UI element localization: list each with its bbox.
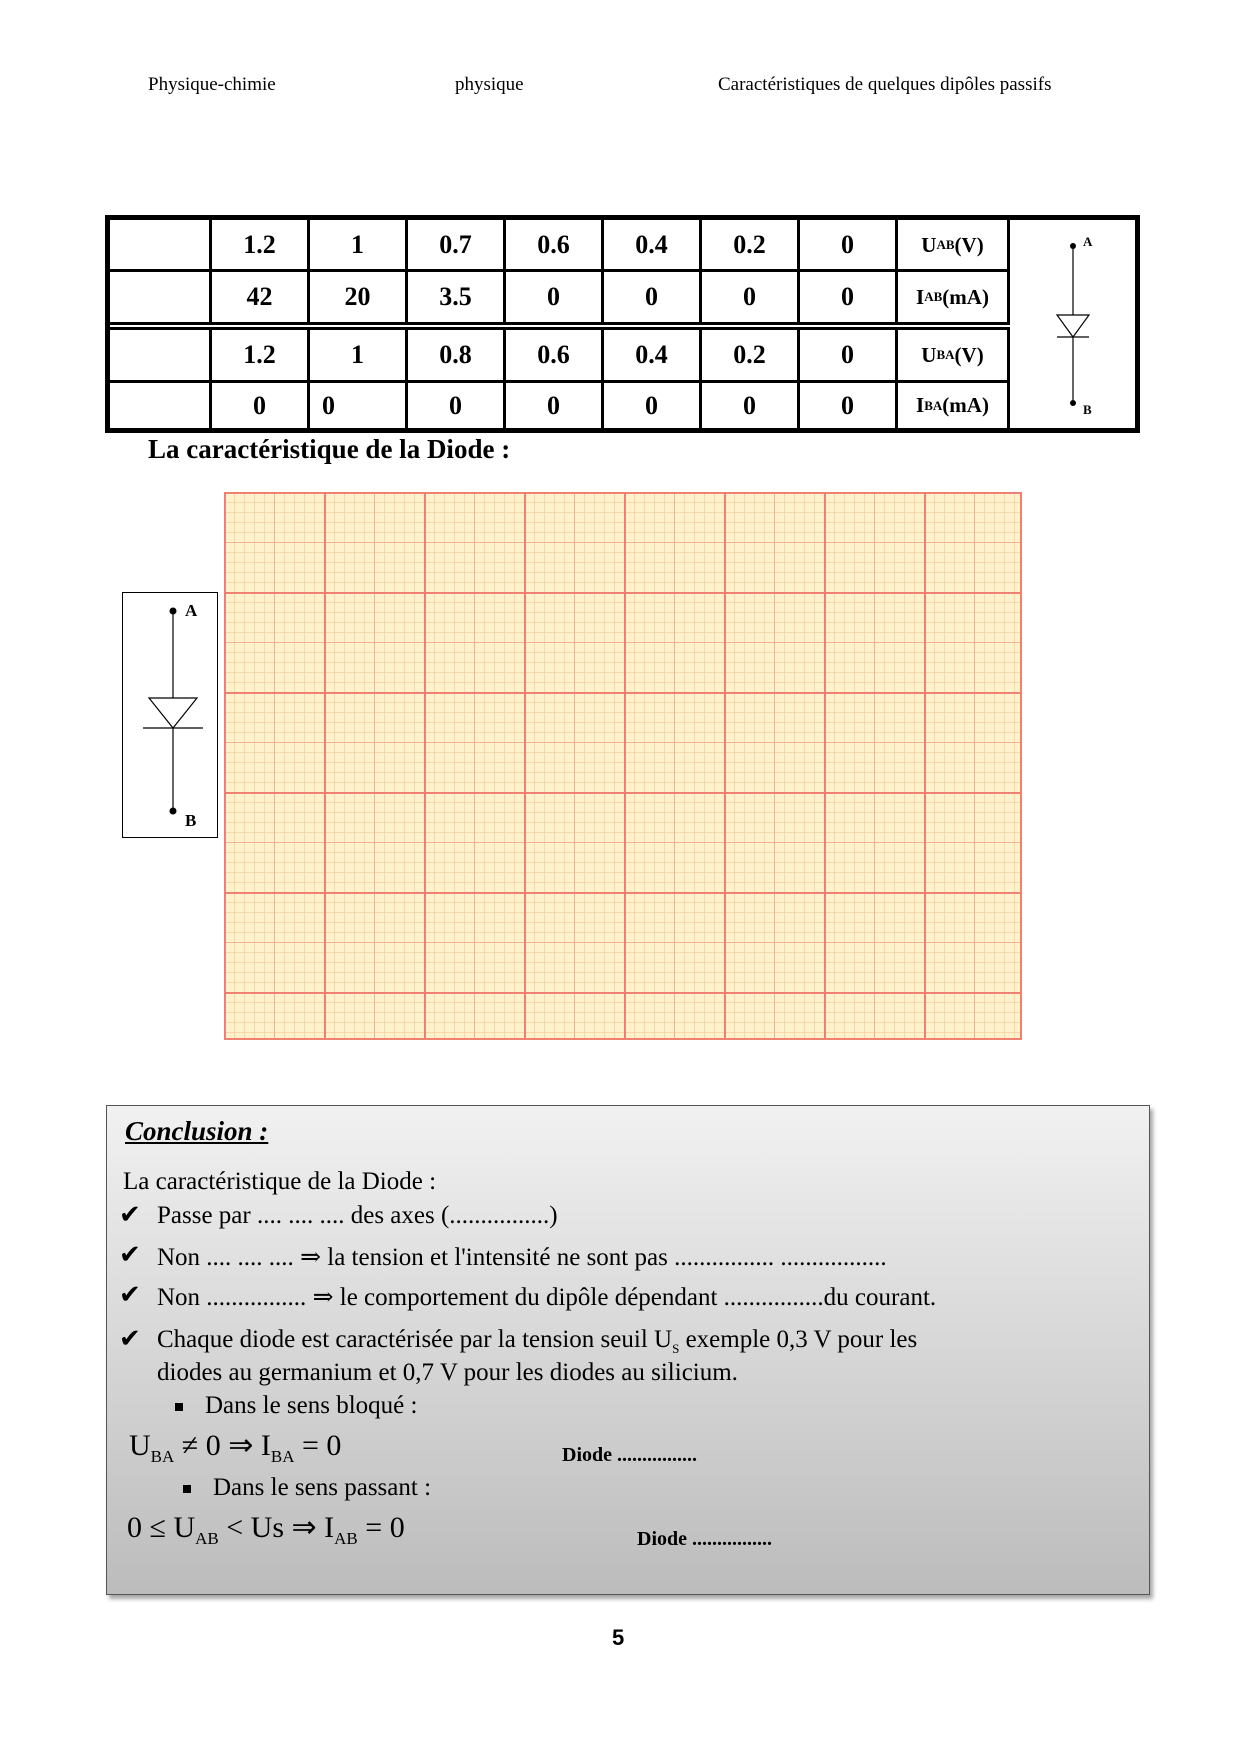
table-row	[110, 330, 1010, 380]
table-cell: 0.2	[702, 220, 800, 270]
diode-diagram	[122, 592, 218, 838]
table-cell: 0	[408, 383, 506, 428]
table-cell: 0.7	[408, 220, 506, 270]
table-cell: 0	[506, 383, 604, 428]
conclusion-item: Non .... .... .... ⇒ la tension et l'intensité ne sont pas ................ .................	[157, 1244, 887, 1271]
table-cell: 0	[212, 383, 310, 428]
header-subject: Physique-chimie	[148, 74, 276, 95]
bullet-blocked: Dans le sens bloqué :	[175, 1392, 417, 1420]
row-label-iba: I BA (mA)	[898, 383, 1010, 428]
table-cell: 0	[800, 272, 898, 322]
checkmark-icon: ✔	[119, 1200, 141, 1229]
implies-icon: ⇒	[312, 1284, 334, 1311]
row-label-uab: U AB (V)	[898, 220, 1010, 270]
diode-state-blocked: Diode ................	[562, 1444, 697, 1466]
checkmark-icon: ✔	[119, 1240, 141, 1269]
bullet-icon	[175, 1403, 183, 1411]
terminal-b-label: B	[185, 811, 197, 830]
conclusion-title: Conclusion :	[125, 1116, 269, 1146]
table-cell: 1	[310, 330, 408, 380]
table-cell: 42	[212, 272, 310, 322]
table-cell: 0	[800, 383, 898, 428]
table-cell: 0	[310, 383, 408, 428]
checkmark-icon: ✔	[119, 1280, 141, 1309]
row-label-uba: U BA (V)	[898, 330, 1010, 380]
table-row	[110, 272, 1010, 322]
table-cell: 0	[800, 220, 898, 270]
bullet-icon	[183, 1485, 191, 1493]
table-cell: 0	[702, 272, 800, 322]
terminal-a-label: A	[185, 601, 198, 620]
conclusion-item: Non ................ ⇒ le comportement du dipôle dépendant ................du courant.	[157, 1284, 937, 1311]
diode-icon	[1007, 220, 1135, 428]
conclusion-item: Passe par .... .... .... des axes (................)	[157, 1202, 558, 1229]
table-row	[110, 383, 1010, 428]
terminal-b-label: B	[1083, 402, 1092, 417]
table-cell: 0.6	[506, 220, 604, 270]
table-cell-empty	[110, 383, 212, 428]
table-cell: 1	[310, 220, 408, 270]
formula-passing: $0 \le U_{AB} < Us$ ⇒ $I_{AB} = 0$	[127, 1511, 405, 1548]
table-cell: 0	[604, 383, 702, 428]
table-cell: 0.4	[604, 330, 702, 380]
table-cell: 0	[506, 272, 604, 322]
measurement-table	[105, 215, 1140, 433]
conclusion-item-continued: diodes au germanium et 0,7 V pour les diodes au silicium.	[157, 1359, 738, 1386]
table-cell: 0	[604, 272, 702, 322]
table-cell: 0	[800, 330, 898, 380]
graph-paper[interactable]	[224, 492, 1022, 1040]
table-cell: 0.6	[506, 330, 604, 380]
table-cell: 0.8	[408, 330, 506, 380]
table-diode-symbol	[1007, 220, 1135, 428]
table-cell: 3.5	[408, 272, 506, 322]
bullet-passing: Dans le sens passant :	[183, 1474, 431, 1502]
implies-icon: ⇒	[300, 1244, 322, 1271]
table-cell-empty	[110, 272, 212, 322]
table-cell-empty	[110, 330, 212, 380]
table-cell: 1.2	[212, 220, 310, 270]
checkmark-icon: ✔	[119, 1324, 141, 1353]
header-discipline: physique	[455, 74, 524, 95]
page-number: 5	[612, 1625, 625, 1650]
formula-blocked: $U_{BA} \ne 0$ ⇒ $I_{BA} = 0$	[129, 1429, 342, 1466]
table-cell: 20	[310, 272, 408, 322]
row-label-iab: I AB (mA)	[898, 272, 1010, 322]
diode-icon	[123, 593, 219, 839]
table-cell: 0.4	[604, 220, 702, 270]
conclusion-item: Chaque diode est caractérisée par la tension seuil $U_S$ exemple 0,3 V pour les	[157, 1326, 918, 1356]
conclusion-intro: La caractéristique de la Diode :	[123, 1168, 437, 1195]
header-chapter-title: Caractéristiques de quelques dipôles passifs	[718, 74, 1052, 95]
conclusion-box	[106, 1105, 1150, 1595]
table-cell: 1.2	[212, 330, 310, 380]
diode-state-passing: Diode ................	[637, 1528, 772, 1550]
section-title: La caractéristique de la Diode :	[148, 434, 511, 464]
terminal-a-label: A	[1083, 234, 1093, 249]
table-cell: 0	[702, 383, 800, 428]
table-row	[110, 220, 1010, 270]
table-cell: 0.2	[702, 330, 800, 380]
table-cell-empty	[110, 220, 212, 270]
